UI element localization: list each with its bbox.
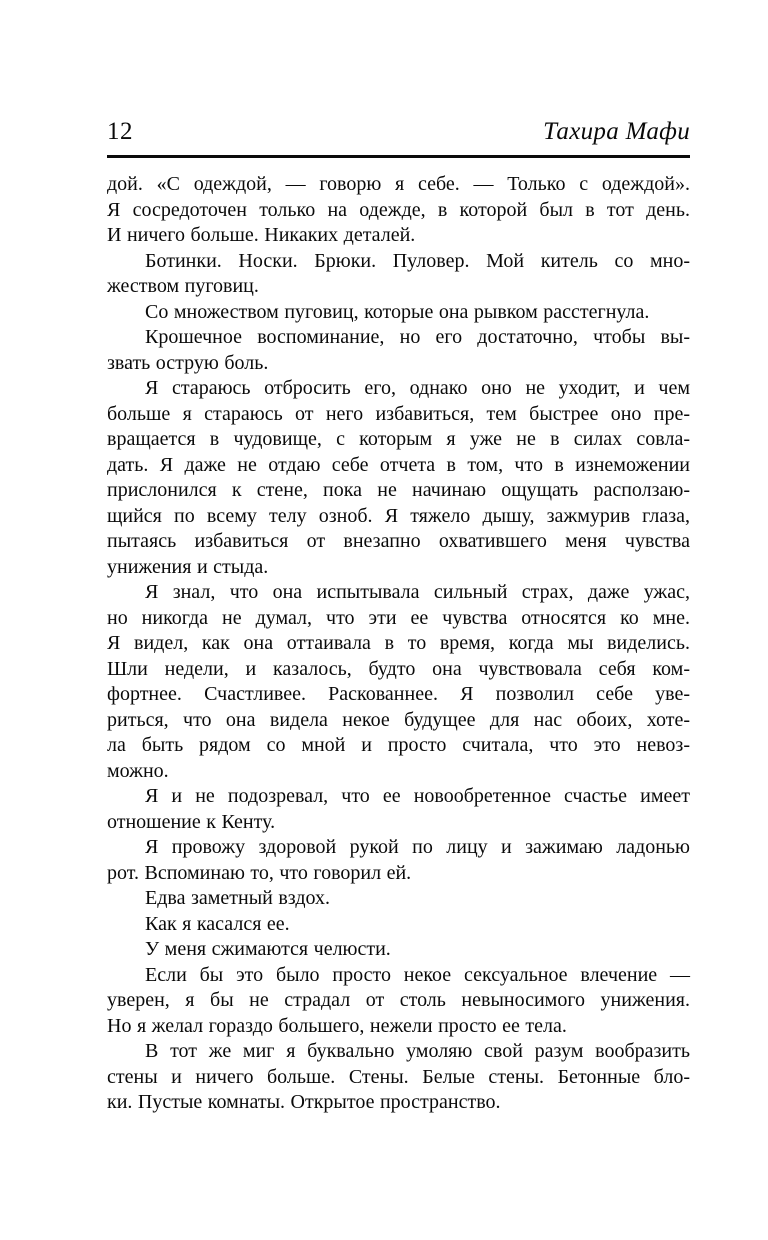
text-line: Шли недели, и казалось, будто она чувствовала себя ком- [107, 657, 690, 680]
text-line: Я видел, как она оттаивала в то время, когда мы виделись. [107, 632, 690, 654]
text-line: Я знал, что она испытывала сильный страх, даже ужас, [145, 581, 690, 603]
text-line: фортнее. Счастливее. Раскованнее. Я позволил себе уве- [107, 683, 690, 705]
text-line: Я провожу здоровой рукой по лицу и зажимаю ладонью [145, 836, 690, 858]
paragraph [107, 300, 690, 326]
page-number: 12 [107, 118, 133, 145]
text-line: У меня сжимаются челюсти. [145, 938, 391, 960]
text-line: прислонился к стене, пока не начинаю ощущать расползаю- [107, 479, 690, 501]
paragraph [107, 784, 690, 835]
text-line: стены и ничего больше. Стены. Белые стены. Бетонные бло- [107, 1065, 690, 1088]
text-line: но никогда не думал, что эти ее чувства относятся ко мне. [107, 606, 690, 629]
paragraph [107, 325, 690, 376]
text-line: звать острую боль. [107, 351, 269, 374]
text-line: рот. Вспоминаю то, что говорил ей. [107, 861, 412, 884]
text-line: Я сосредоточен только на одежде, в которой был в тот день. [107, 198, 690, 221]
text-line: можно. [107, 759, 169, 782]
text-line: дать. Я даже не отдаю себе отчета в том, что в изнеможении [107, 453, 690, 476]
paragraph [107, 886, 690, 912]
text-line: И ничего больше. Никаких деталей. [107, 224, 416, 246]
paragraph [107, 580, 690, 784]
page-body [107, 172, 690, 1116]
text-line: пытаясь избавиться от внезапно охватившего меня чувства [107, 530, 690, 552]
paragraph [107, 249, 690, 300]
text-line: жеством пуговиц. [107, 275, 259, 297]
text-line: Я стараюсь отбросить его, однако оно не уходит, и чем [145, 377, 690, 399]
text-line: В тот же миг я буквально умоляю свой разум вообразить [145, 1040, 690, 1062]
paragraph [107, 172, 690, 249]
paragraph [107, 1039, 690, 1116]
paragraph [107, 937, 690, 963]
page-header [107, 118, 690, 155]
text-line: ла быть рядом со мной и просто считала, что это невоз- [107, 734, 690, 756]
text-line: Едва заметный вздох. [145, 887, 331, 909]
text-line: ки. Пустые комнаты. Открытое пространство. [107, 1091, 501, 1113]
text-line: Со множеством пуговиц, которые она рывком расстегнула. [145, 300, 650, 323]
text-line: Как я касался ее. [145, 912, 290, 935]
text-line: унижения и стыда. [107, 555, 269, 578]
paragraph [107, 376, 690, 580]
text-line: щийся по всему телу озноб. Я тяжело дышу, зажмурив глаза, [107, 504, 690, 527]
paragraph [107, 963, 690, 1040]
text-line: Я и не подозревал, что ее новообретенное счастье имеет [145, 785, 690, 807]
text-line: больше я стараюсь от него избавиться, тем быстрее оно пре- [107, 402, 690, 425]
running-title: Тахира Мафи [543, 118, 690, 145]
paragraph [107, 912, 690, 938]
text-line: вращается в чудовище, с которым я уже не в силах совла- [107, 428, 690, 450]
text-line: уверен, я бы не страдал от столь невыносимого унижения. [107, 989, 690, 1011]
paragraph [107, 835, 690, 886]
text-line: отношение к Кенту. [107, 810, 276, 833]
text-line: Крошечное воспоминание, но его достаточно, чтобы вы- [145, 326, 690, 348]
text-line: Ботинки. Носки. Брюки. Пуловер. Мой китель со мно- [145, 249, 690, 272]
text-line: дой. «С одеждой, — говорю я себе. — Только с одеждой». [107, 173, 690, 195]
text-line: риться, что она видела некое будущее для нас обоих, хоте- [107, 708, 690, 731]
text-line: Но я желал гораздо большего, нежели просто ее тела. [107, 1014, 567, 1037]
header-rule [107, 155, 690, 158]
text-line: Если бы это было просто некое сексуальное влечение — [145, 963, 690, 986]
